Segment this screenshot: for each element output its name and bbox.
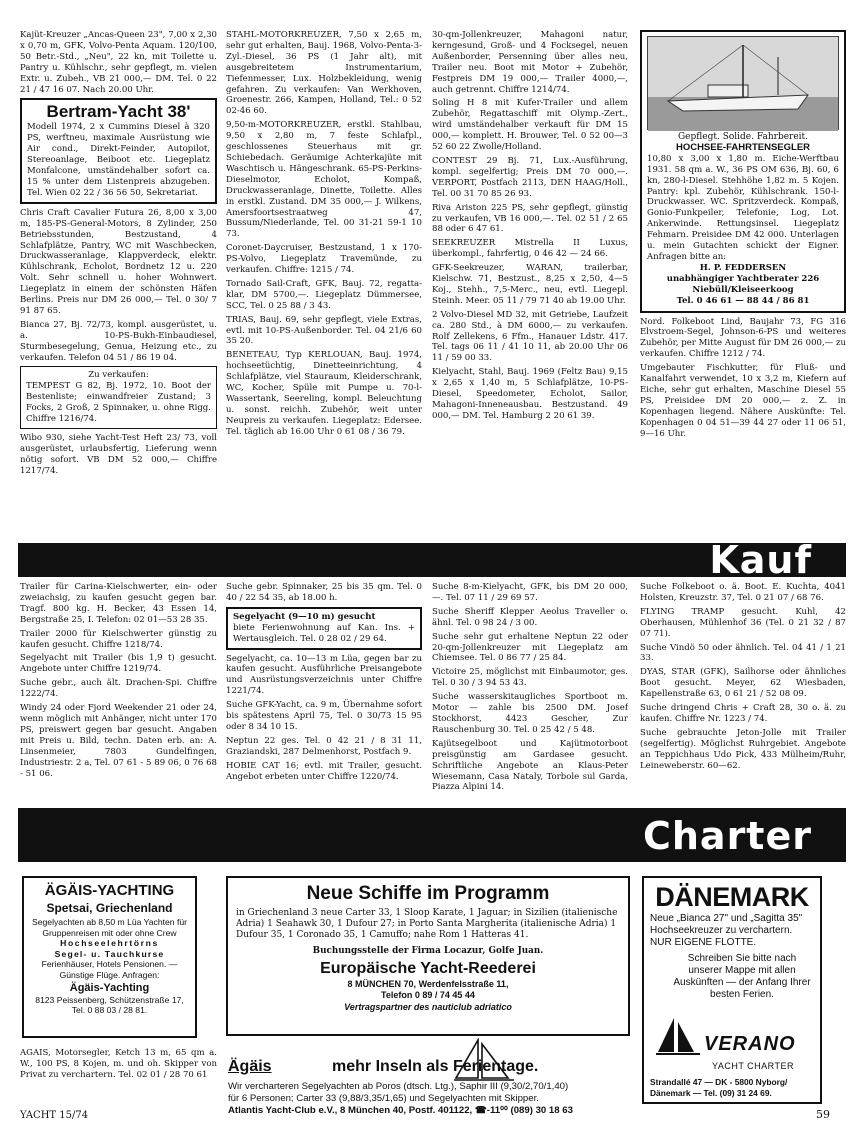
ad-text: STAHL-MOTORKREUZER, 7,50 x 2,65 m, sehr gut erhalten, Bauj. 1968, Volvo-Penta-3-Zyl.-Diesel, 36 PS (1 Jahr alt), mit ausgebreitetem Instrumentarium, Tiefenmesser, Lux. Holzbekleidung, wenig gefahren. Zu verkaufen: Van Werkhoven, Groenestr. 266, Kampen, Holland, Tel.: 0 52 02-46 60.: [226, 30, 422, 117]
ad-text: Bianca 27, Bj. 72/73, kompl. ausgerüstet, u. a. 10-PS-Bukh-Einbaudiesel, Sturmbesegelung, Genua, Heizung etc., zu verkaufen. Telefon 04 51 / 86 19 04.: [20, 319, 217, 363]
ad-contact-name: H. P. FEDDERSEN: [699, 262, 787, 273]
ad-text: Hochseelehrtörns: [60, 938, 159, 949]
ad-headline-b: mehr Inseln als Ferientage.: [332, 1058, 539, 1075]
bertram-ad: [20, 98, 217, 203]
ad-text: Kajüt-Kreuzer „Ancas-Queen 23", 7,00 x 2,30 x 0,70 m, GFK, Volvo-Penta Aquam. 120/100, 50 Betr.-Std., „Neu", 22 kn, mit Toilette u. Pantry u. Kühlschr., sehr gepflegt, m. vielen Extr. u. Zubeh., VB 21 000,— DM. Tel. 0 22 21 / 47 16 07. Nach 20.00 Uhr.: [20, 30, 217, 95]
ad-text: Suche Sheriff Klepper Aeolus Traveller o. ähnl. Tel. 0 98 24 / 3 00.: [432, 606, 628, 628]
ad-phone: Dänemark — Tel. (09) 31 24 69.: [650, 1088, 772, 1098]
footer-issue: YACHT 15/74: [20, 1110, 89, 1121]
ad-title: DÄNEMARK: [655, 882, 809, 912]
section-title: Kauf: [709, 538, 812, 582]
ad-company: Europäische Yacht-Reederei: [320, 959, 536, 977]
ad-text: Suche dringend Chris + Craft 28, 30 o. ä. zu kaufen. Chiffre Nr. 1223 / 74.: [640, 703, 846, 724]
segelyacht-ad: [226, 607, 422, 650]
top-column-4: [640, 30, 846, 542]
section-title: Charter: [642, 814, 812, 858]
ad-subtitle: Spetsai, Griechenland: [46, 901, 173, 915]
ad-text: SEEKREUZER Mistrella II Luxus, überkompl., fahrfertig, 0 46 42 — 24 66.: [432, 238, 628, 260]
atlantis-ad: [226, 1038, 630, 1120]
page-number: 59: [816, 1108, 830, 1121]
ad-text: Ferienhäuser, Hotels Pensionen. — Günstige Flüge. Anfragen:: [41, 959, 178, 980]
aegais-yachting-ad: [22, 876, 197, 1038]
ad-text: Tornado Sail-Craft, GFK, Bauj. 72, regatta-klar, DM 5700,—. Liegeplatz Dümmersee, SCC, Tel. 0 25 88 / 3 43.: [226, 278, 422, 311]
ad-text: Chris Craft Cavalier Futura 26, 8,00 x 3,00 m, 185-PS-General-Motors, 8 Zylinder, 250 Betriebsstunden, Bestzustand, 4 Schlafplätze, Pantry, WC mit Waschbecken, Druckwasseranlage, Klappverdeck, elektr. Kühlschrank, Echolot, Bordnetz 12 u. 220 Volt. Sehr schnell u. hoher Wohnwert. Liegeplatz in einem der schönsten Häfen Berlins. Preis nur DM 26 000,— Tel. 0 30/ 7 91 87 65.: [20, 207, 217, 316]
kauf-column-4: [640, 582, 846, 804]
ad-contact-tel: Tel. 0 46 61 — 88 44 / 86 81: [676, 295, 810, 306]
daenemark-ad: [642, 876, 822, 1104]
ad-text: Suche sehr gut erhaltene Neptun 22 oder 20-qm-Jollenkreuzer mit Liegeplatz am Chiemsee. Tel. 0 86 77 / 25 84.: [432, 631, 628, 664]
verano-logo-text: VERANO: [704, 1033, 796, 1055]
ad-contact: Atlantis Yacht-Club e.V., 8 München 40, Postf. 401122, ☎-11⁰⁰ (089) 30 18 63: [228, 1105, 573, 1116]
ad-partner: Vertragspartner des nauticlub adriatico: [344, 1001, 512, 1012]
ad-text: Wibo 930, siehe Yacht-Test Heft 23/ 73, voll ausgerüstet, urlaubsfertig, Lieferung wenn nötig sofort. VB DM 52 000,— Chiffre 1217/74.: [20, 433, 217, 476]
ad-text: 30-qm-Jollenkreuzer, Mahagoni natur, kerngesund, Groß- und 4 Focksegel, neuen Außenborder, Persenning über alles neu, Trailer neu. Boot mit Motor + Zubehör, Festpreis DM 19 000,— Trailer 4000,—, auch getrennt. Chiffre 1214/74.: [432, 30, 628, 95]
ad-text: Neptun 22 ges. Tel. 0 42 21 / 8 31 11, Graziandski, 287 Delmenhorst, Postfach 9.: [226, 735, 422, 757]
ad-text: Suche 8-m-Kielyacht, GFK, bis DM 20 000,—. Tel. 07 11 / 29 69 57.: [432, 582, 628, 603]
ad-text: Segel- u. Tauchkurse: [54, 948, 165, 959]
ad-address: Strandallé 47 — DK - 5800 Nyborg/: [650, 1077, 788, 1087]
ad-text: BENETEAU, Typ KERLOUAN, Bauj. 1974, hochseetüchtig, Dinetteeinrichtung, 4 Schlafplätze, viel Stauraum, Kleiderschrank, WC, Kocher, Spüle mit Pumpe u. 70-l-Wassertank, Seereling, kompl. Beleuchtung u. sonst. reichh. Zubehör, weit unter Neupreis zu verkaufen. Liegeplatz: Edersee. Tel. täglich ab 16.00 Uhr 0 61 08 / 36 79.: [226, 350, 422, 437]
ad-text: FLYING TRAMP gesucht. Kuhl, 42 Oberhausen, Mühlenhof 36 (Tel. 0 21 32 / 87 07 71).: [640, 606, 846, 639]
feddersen-ad: [640, 30, 846, 313]
ad-text: Neue „Bianca 27" und „Sagitta 35" Hochseekreuzer zu verchartern. NUR EIGENE FLOTTE.: [650, 913, 803, 948]
top-column-1: [20, 30, 217, 542]
ad-text: Segelyacht, ca. 10—13 m Lüa, gegen bar zu kaufen gesucht. Ausführliche Preisangebote und Ausrüstungsverzeichnis unter Chiffre 1221/74.: [226, 653, 422, 697]
ad-text: Kielyacht, Stahl, Bauj. 1969 (Feltz Bau) 9,15 x 2,65 x 1,40 m, 5 Schlafplätze, 10-PS-Diesel, Speedometer, Echolot, Sailor, Mahagoni-Inneneausbau. Bestzustand. 49 000,— DM. Tel. Hamburg 2 20 61 39.: [432, 367, 628, 421]
charter-section-banner: [18, 808, 846, 862]
sailboat-photo-illustration: [648, 37, 838, 131]
aegais-motorsegler-ad: [20, 1048, 217, 1098]
neue-schiffe-ad: [226, 876, 630, 1036]
ad-text: Coronet-Daycruiser, Bestzustand, 1 x 170-PS-Volvo, Liegeplatz Travemünde, zu verkaufen. Chiffre: 1215 / 74.: [226, 243, 422, 276]
ad-text: 10,80 x 3,00 x 1,80 m. Eiche-Werftbau 1931. 58 qm a. W., 36 PS OM 636, Bj. 60, 6 kn, 280-l-Diesel. Stehhöhe 1,82 m. 5 Kojen. Pantry: kpl. Zubehör, Kühlschrank. 150-l-Druckwasser. WC. Spritzverdeck. Kompaß, Gonio-Funkpeiler, Telefonie, Log, Lot. Ankerwinde. Rettungsinsel. Liegeplatz Fehmarn. Preisidee DM 42 000. Unterlagen u. mein Gutachten schickt der Eigner. Anfragen bitte an:: [647, 153, 839, 262]
top-column-3: [432, 30, 628, 542]
ad-address: 8 MÜNCHEN 70, Werdenfelsstraße 11,: [347, 978, 509, 989]
ad-text: Suche gebrauchte Jeton-Jolle mit Trailer (segelfertig). Möglichst Ruhrgebiet. Angebote an Teppichhaus Udo Pick, 433 Mülheim/Ruhr, Leineweberstr. 60—62.: [640, 727, 846, 771]
ad-text: Suche Folkeboot o. ä. Boot. E. Kuchta, 4041 Holsten, Kreuzstr. 37, Tel. 0 21 07 / 68 76.: [640, 582, 846, 603]
ad-booking: Buchungsstelle der Firma Locazur, Golfe Juan.: [312, 945, 544, 956]
tempest-ad: [20, 366, 217, 429]
ad-headline-a: Ägäis: [228, 1058, 272, 1075]
ad-text: Schreiben Sie bitte nach unserer Mappe mit allen Auskünften — der Anfang Ihrer besten Ferien.: [673, 953, 811, 1000]
ad-text: 9,50-m-MOTORKREUZER, erstkl. Stahlbau, 9,50 x 2,80 m, 7 feste Schlafpl., geschlossenes Steuerhaus mit gr. Schiebedach. Geräumige Achterkajüte mit Waschtisch u. Hängeschrank. 65-PS-Perkins-Dieselmotor, Echolot, Kompaß, Druckwasseranlage, Dinette, Toilette. Alles in erstkl. Zustand. DM 35 000,— J. Wilkens, Amersfoortsestraatweg 47, Bussum/Niederlande, Tel. 00 31-21 59-1 10 73.: [226, 120, 422, 240]
ad-text: Modell 1974, 2 x Cummins Diesel à 320 PS, werftneu, maximale Ausrüstung wie Air cond., Direkt-Feinder, Autopilot, Stereoanlage, Beiboot etc. Liegeplatz Monfalcone, umständehalber sofort ca. 15 % unter dem Listenpreis abzugeben. Tel. Wien 02 22 / 36 56 50, Sekretariat.: [27, 122, 210, 198]
ad-text: Wir vercharteren Segelyachten ab Poros (dtsch. Ltg.), Saphir III (9,30/2,70/1,40): [228, 1081, 569, 1092]
kauf-column-2: [226, 582, 422, 804]
ad-text: CONTEST 29 Bj. 71, Lux.-Ausführung, kompl. segelfertig; Preis DM 70 000,—. VERPORT, Postfach 2113, DEN HAAG/Holl., Tel. 00 31 70 85 26 93.: [432, 155, 628, 199]
ad-text: Trailer 2000 für Kielschwerter günstig zu kaufen gesucht. Chiffre 1218/74.: [20, 628, 217, 650]
ad-title: Segelyacht (9—10 m) gesucht: [233, 611, 376, 622]
boat-photo: [647, 36, 839, 130]
ad-text: Segelyacht mit Trailer (bis 1,9 t) gesucht. Angebote unter Chiffre 1219/74.: [20, 653, 217, 675]
ad-text: 2 Volvo-Diesel MD 32, mit Getriebe, Laufzeit ca. 280 Std., à DM 6000,— zu verkaufen. Rolf Zellekens, 6 Ffm., Hanauer Ldstr. 417. Tel. tags 06 11 / 41 10 11, ab 20.00 Uhr 06 11 / 59 00 33.: [432, 309, 628, 364]
ad-text: Suche gebr., auch ält. Drachen-Spi. Chiffre 1222/74.: [20, 678, 217, 700]
ad-text: Victoire 25, möglichst mit Einbaumotor, ges. Tel. 0 30 / 3 94 53 43.: [432, 667, 628, 689]
ad-address: 8123 Peissenberg, Schützenstraße 17, Tel. 0 88 03 / 28 81.: [35, 994, 184, 1016]
kauf-section-banner: [18, 538, 846, 582]
kauf-column-1: [20, 582, 217, 804]
ad-text: Kajütsegelboot und Kajütmotorboot preisgünstig am Gardasee gesucht. Schriftliche Angebote an Klaus-Peter Wiesemann, Casa Nataly, Torbole sul Garda, Piazza Alpini 14.: [432, 738, 628, 793]
ad-text: Riva Ariston 225 PS, sehr gepflegt, günstig zu verkaufen, VB 16 000,—. Tel. 02 51 / 2 65 88 oder 6 47 61.: [432, 202, 628, 235]
ad-text: Segelyachten ab 8,50 m Lüa Yachten für Gruppenreisen mit oder ohne Crew: [32, 917, 187, 938]
top-column-2: [226, 30, 422, 542]
ad-text: TEMPEST G 82, Bj. 1972, 10. Boot der Bestenliste; einwandfreier Zustand; 3 Focks, 2 Groß, 2 Spinnaker, u. ohne Rigg. Chiffre 1216/74.: [26, 381, 211, 425]
ad-text: Windy 24 oder Fjord Weekender 21 oder 24, wenn möglich mit Anhänger, nicht unter 170 PS, preiswert gegen bar gesucht. Angaben mit Preis u. Bild, techn. Daten erb. an: A. Linsenmeier, 7803 Gundelfingen, Industriestr. 2 a, Tel. 07 61 - 5 89 06, 0 76 68 - 51 06.: [20, 703, 217, 779]
ad-text: Suche Vindö 50 oder ähnlich. Tel. 04 41 / 1 21 33.: [640, 642, 846, 664]
ad-text: HOBIE CAT 16; evtl. mit Trailer, gesucht. Angebot erbeten unter Chiffre 1220/74.: [226, 760, 422, 782]
ad-title: Bertram-Yacht 38': [46, 102, 191, 122]
ad-title: ÄGÄIS-YACHTING: [44, 882, 175, 899]
ad-text: Umgebauter Fischkutter, für Fluß- und Kanalfahrt verwendet, 10 x 3,2 m, Kiefern auf Eiche, sehr gut erhalten, Maschine Diesel 55 PS, Preisidee DM 20 000,— z. Z. in Kopenhagen liegend. Nähere Auskünfte: Tel. Kopenhagen 0 04 51—39 44 27 oder 11 06 51, 9—16 Uhr.: [640, 363, 846, 439]
ad-text: bietе Ferienwohnung auf Kan. Ins. + Wertausgleich. Tel. 0 28 02 / 29 64.: [233, 622, 415, 644]
ad-text: in Griechenland 3 neue Carter 33, 1 Sloop Karate, 1 Jaguar; in Sizilien (italienische Adria) 1 Seahawk 30, 1 Dufour 27; in Porto Santa Margherita (italienische Adria) 1 Dufour 35, 1 Coronado 35, 1 Camuffo; nahe Rom 1 Hatteras 41.: [236, 908, 618, 941]
ad-title: Neue Schiffe im Programm: [306, 883, 550, 904]
ad-text: GFK-Seekreuzer, WARAN, trailerbar, Kielschw. 71, Bestzust., 8,25 x 2,50, 4—5 Koj., Stehh., 7,5-Merc., neu, evtl. Liegepl. Steinh. Meer. 05 11 / 79 71 40 ab 19.00 Uhr.: [432, 263, 628, 306]
ad-text: Trailer für Carina-Kielschwerter, ein- oder zweiachsig, zu kaufen gesucht gegen bar. Tragf. 800 kg. H. Becker, 43 Essen 14, Bergstraße 25, I. Telefon: 02 01—53 28 35.: [20, 582, 217, 625]
ad-title: HOCHSEE-FAHRTENSEGLER: [675, 141, 811, 153]
ad-heading: Zu verkaufen:: [88, 370, 149, 381]
ad-contact-sub: unabhängiger Yachtberater 226 Niebüll/Kleiseerkoog: [666, 273, 820, 295]
ad-text: Suche wasserskitaugliches Sportboot m. Motor — zahle bis 2500 DM. Josef Stockhorst, 4423 Gescher, Zur Rauschenburg 30. Tel. 0 25 42 / 5 48.: [432, 692, 628, 735]
ad-text: für 6 Personen; Carter 33 (9,88/3,35/1,65) und Segelyachten mit Skipper.: [228, 1093, 539, 1104]
ad-contact-name: Ägäis-Yachting: [69, 981, 150, 994]
ad-text: ÄGÄIS, Motorsegler, Ketch 13 m, 65 qm a. W., 100 PS, 8 Kojen, m. und oh. Skipper von Privat zu verchartern. Tel. 02 01 / 28 70 61: [20, 1048, 217, 1080]
photo-caption: Gepflegt. Solide. Fahrbereit.: [677, 132, 809, 142]
verano-logo-sub: YACHT CHARTER: [712, 1061, 795, 1071]
ad-text: Nord. Folkeboot Lind, Baujahr 73, FG 316 Elvstroem-Segel, Johnson-6-PS und weiteres Zubehör, per Mitte August für DM 26 000,— zu verkaufen. Chiffre 1212 / 74.: [640, 316, 846, 360]
ad-text: TRIAS, Bauj. 69, sehr gepflegt, viele Extras, evtl. mit 10-PS-Außenborder. Tel. 04 21/6 60 35 20.: [226, 314, 422, 347]
ad-text: DYAS, STAR (GFK), Sailhorse oder ähnliches Boot gesucht. Meyer, 62 Wiesbaden, Kapellenstraße 63, 0 61 21 / 52 08 09.: [640, 667, 846, 700]
ad-text: Suche gebr. Spinnaker, 25 bis 35 qm. Tel. 0 40 / 22 54 35, ab 18.00 h.: [226, 582, 422, 603]
ad-phone: Telefon 0 89 / 74 45 44: [381, 989, 475, 1000]
ad-headline: [228, 1058, 538, 1076]
ad-text: Soling H 8 mit Kufer-Trailer und allem Zubehör, Regattaschiff mit Olymp.-Zert., wird umständehalber verkauft für DM 15 000,— komplett. H. Brouwer, Tel. 0 52 00—3 52 60 22 Zwolle/Holland.: [432, 98, 628, 153]
ad-text: Suche GFK-Yacht, ca. 9 m, Übernahme sofort bis spätestens April 75, Tel. 0 30/73 15 95 oder 8 34 10 15.: [226, 700, 422, 732]
kauf-column-3: [432, 582, 628, 804]
